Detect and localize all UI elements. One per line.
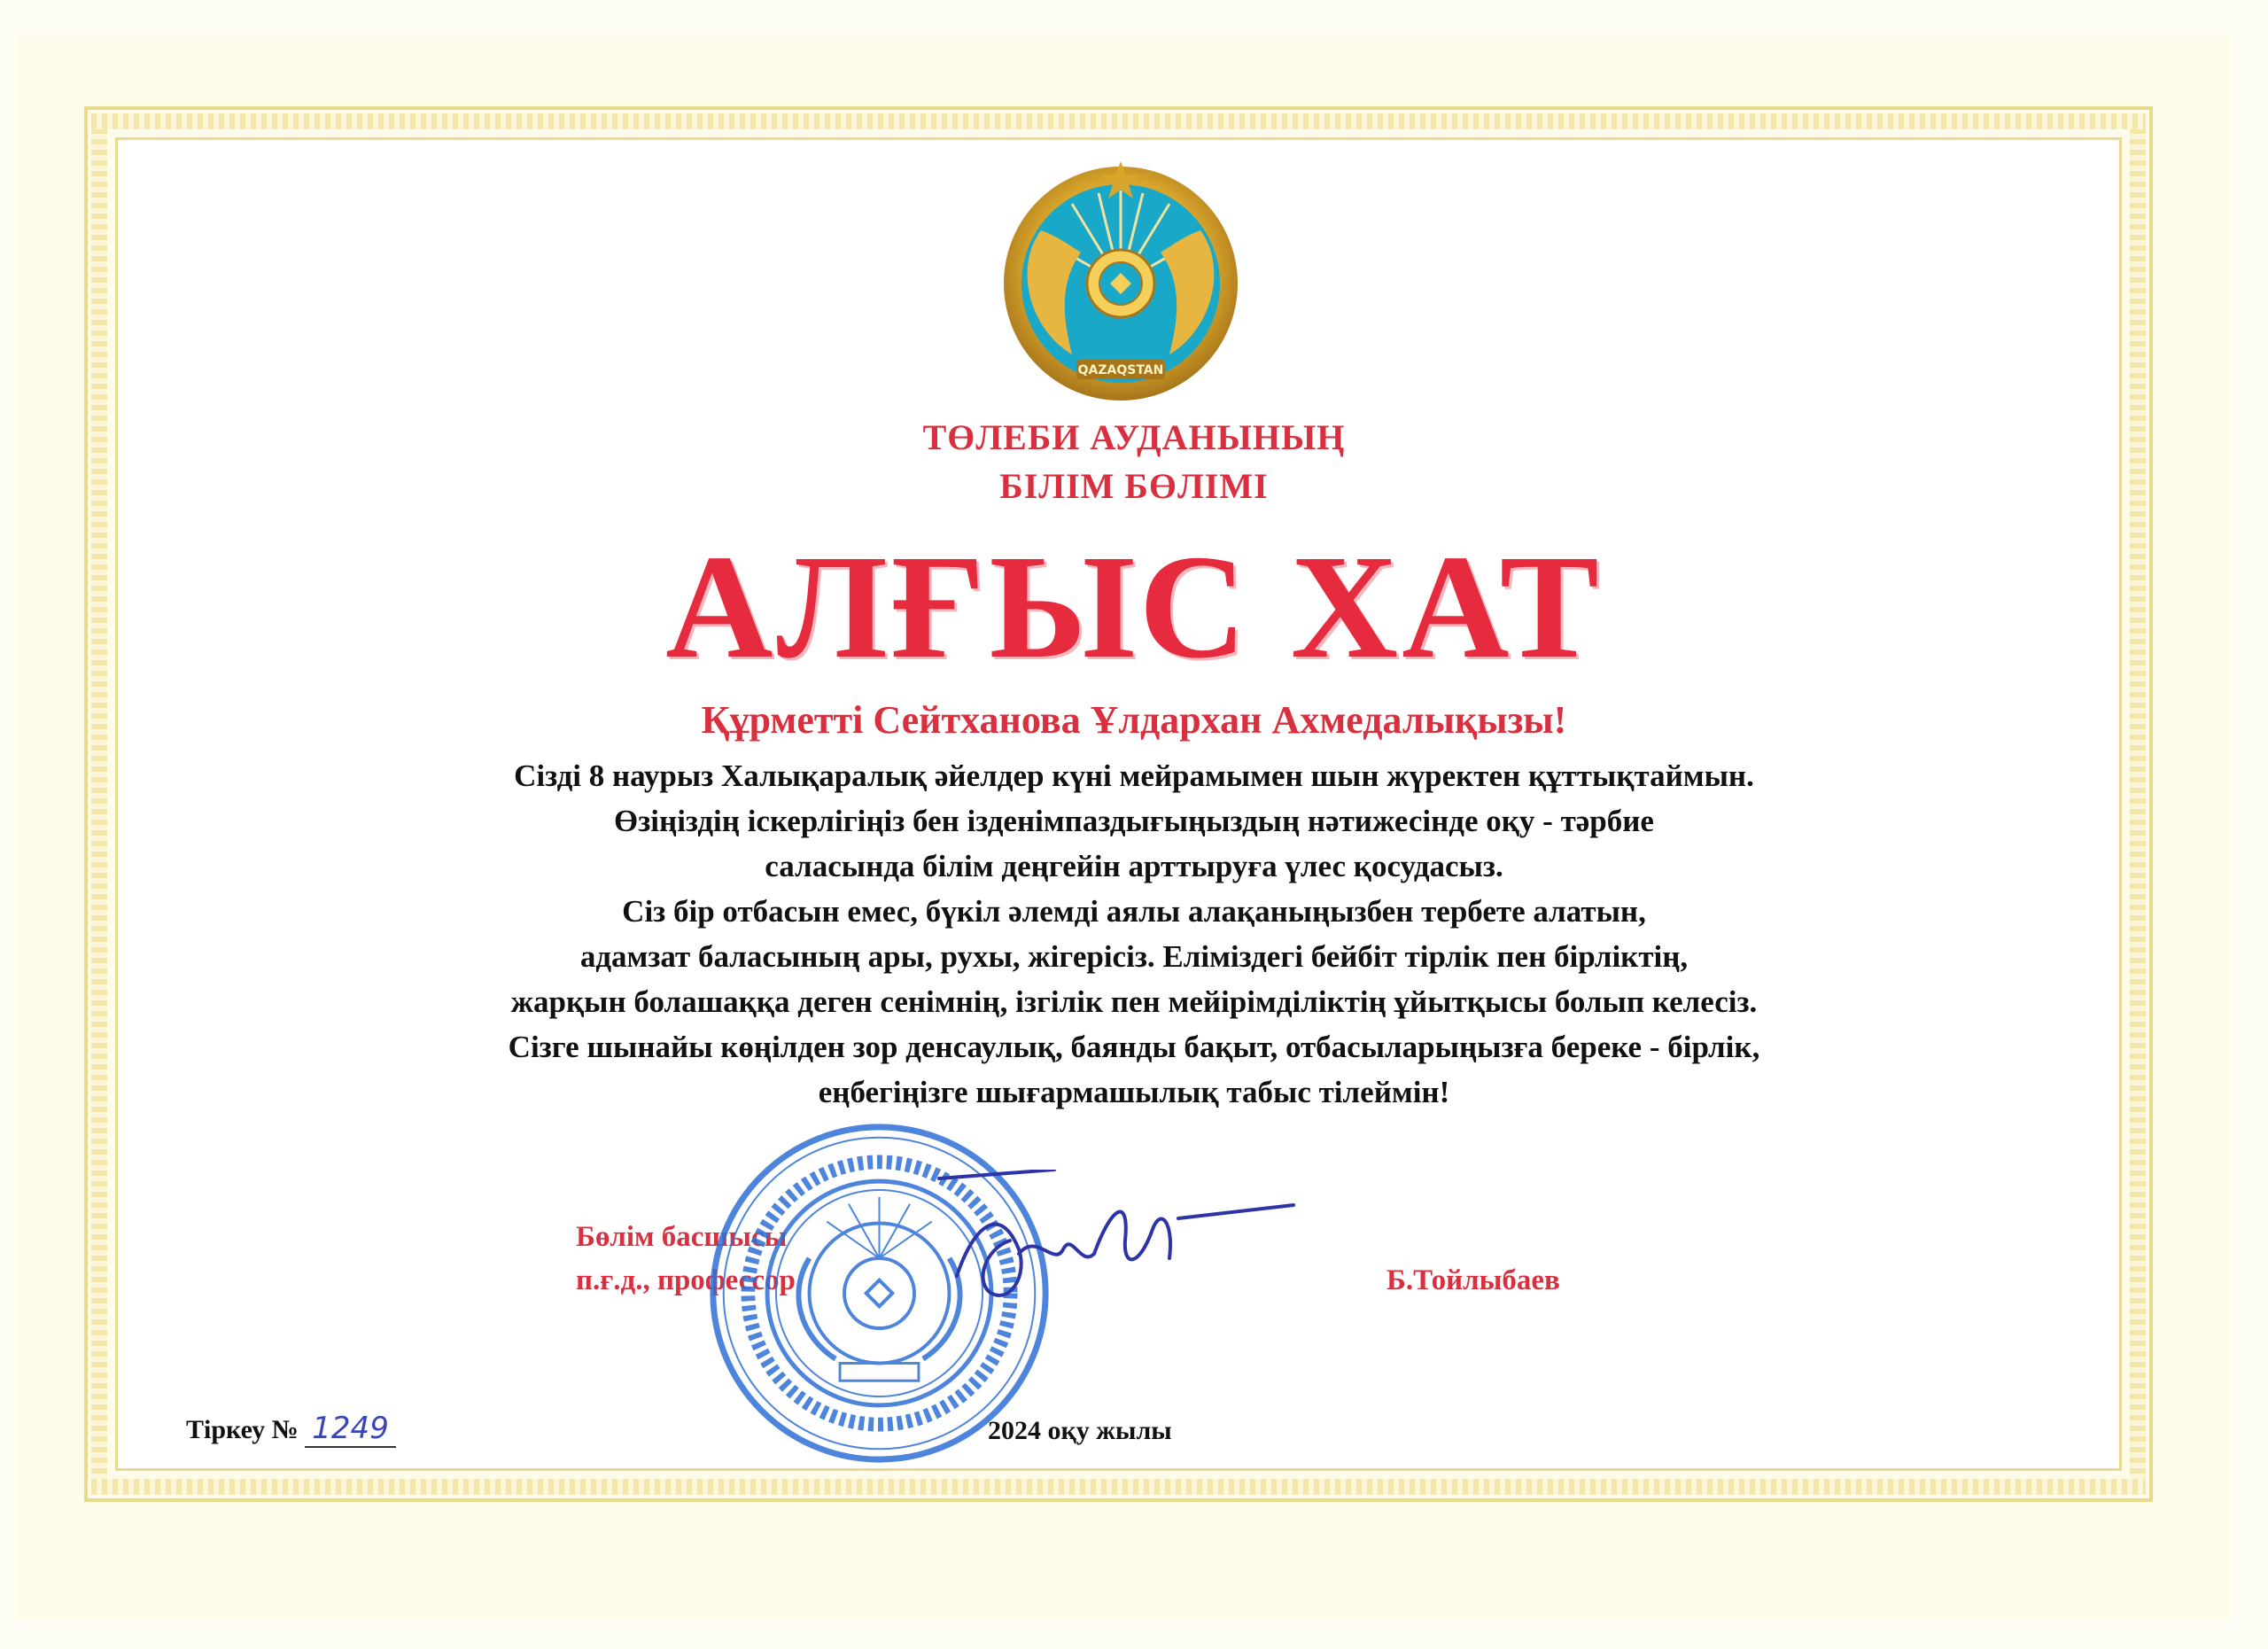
emblem-text: QAZAQSTAN: [1077, 363, 1164, 377]
body-text: [266, 753, 2002, 1115]
body-line: еңбегіңізге шығармашылық табыс тілеймін!: [818, 1075, 1450, 1109]
organization-line1: ТӨЛЕБИ АУДАНЫНЫҢ: [922, 417, 1346, 457]
organization-line2: БІЛІМ БӨЛІМІ: [999, 466, 1269, 506]
registration-label: Тіркеу №: [186, 1415, 299, 1444]
academic-year: 2024 оқу жылы: [988, 1416, 1172, 1445]
signatory-name: Б.Тойлыбаев: [1386, 1264, 1560, 1296]
handwritten-signature-icon: [921, 1170, 1311, 1320]
signatory-degree: п.ғ.д., профессор: [576, 1264, 796, 1296]
body-line: Өзіңіздің іскерлігіңіз бен ізденімпаздығыңыздың нәтижесінде оқу - тәрбие: [614, 804, 1654, 838]
body-line: жарқын болашаққа деген сенімнің, ізгілік пен мейірімділіктің ұйытқысы болып келесіз.: [510, 984, 1758, 1019]
signatory-position: Бөлім басшысы: [576, 1221, 788, 1253]
registration-number: 1249: [305, 1411, 396, 1448]
body-line: адамзат баласының ары, рухы, жігерісіз. Еліміздегі бейбіт тірлік пен бірліктің,: [579, 939, 1689, 974]
document-title: АЛҒЫС ХАТ: [665, 525, 1603, 689]
body-line: Сізді 8 наурыз Халықаралық әйелдер күні мейрамымен шын жүректен құттықтаймын.: [514, 758, 1754, 793]
greeting: Құрметті Сейтханова Ұлдархан Ахмедалықызы!: [701, 698, 1567, 742]
body-line: саласында білім деңгейін арттыруға үлес қосудасыз.: [765, 849, 1503, 883]
kazakhstan-emblem-icon: [988, 151, 1254, 416]
body-line: Сізге шынайы көңілден зор денсаулық, баянды бақыт, отбасыларыңызға береке - бірлік,: [508, 1030, 1760, 1064]
body-line: Сіз бір отбасын емес, бүкіл әлемді аялы алақаныңызбен тербете алатын,: [622, 894, 1646, 929]
registration: [186, 1411, 396, 1446]
